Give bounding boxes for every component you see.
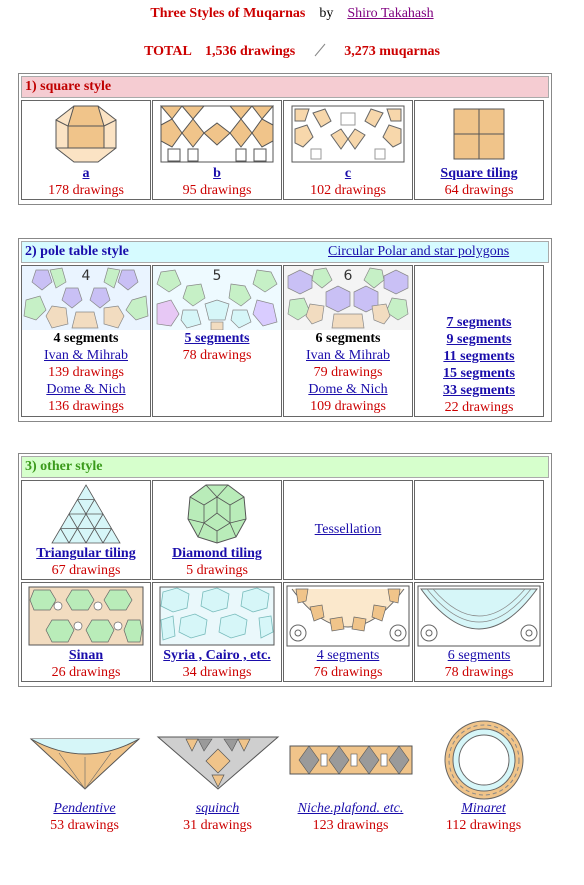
page-title: Three Styles of Muqarnas: [150, 6, 306, 21]
other-6-segments-count: 78 drawings: [444, 665, 514, 680]
other-6-segments-link[interactable]: 6 segments: [447, 648, 511, 663]
pole-5-thumbnail[interactable]: [153, 266, 281, 330]
pole-table-heading-bar: [21, 241, 549, 263]
link-7-segments[interactable]: 7 segments: [446, 315, 512, 330]
other-4-segments-thumbnail[interactable]: [284, 585, 412, 647]
pendentive-count: 53 drawings: [50, 818, 119, 833]
pole-cell-4: [21, 265, 151, 417]
syria-count: 34 drawings: [182, 665, 252, 680]
niche-thumbnail[interactable]: [284, 720, 417, 800]
link-c[interactable]: c: [344, 166, 352, 181]
pole-6-dome-link[interactable]: Dome & Nich: [308, 382, 388, 397]
pendentive-link[interactable]: Pendentive: [53, 801, 116, 816]
pole-6-number: 6: [343, 268, 353, 284]
page-title-line: [0, 6, 584, 22]
square-a-thumbnail[interactable]: [22, 103, 150, 165]
square-tiling-thumbnail[interactable]: [415, 103, 543, 165]
pole-4-ivan-count: 139 drawings: [48, 365, 124, 380]
total-label: TOTAL: [144, 44, 192, 59]
other-style-heading: 3) other style: [21, 456, 549, 478]
pole-table-heading: 2) pole table style: [25, 244, 129, 259]
sinan-link[interactable]: Sinan: [68, 648, 104, 663]
diamond-tiling-link[interactable]: Diamond tiling: [172, 546, 262, 561]
square-c-thumbnail[interactable]: [284, 103, 412, 165]
other-4-segments-link[interactable]: 4 segments: [316, 648, 380, 663]
triangular-count: 67 drawings: [51, 563, 121, 578]
pole-4-number: 4: [81, 268, 91, 284]
link-b[interactable]: b: [213, 166, 221, 181]
square-style-heading: 1) square style: [21, 76, 549, 98]
pole-6-dome-count: 109 drawings: [310, 399, 386, 414]
squinch-link[interactable]: squinch: [195, 801, 240, 816]
square-style-section: [18, 73, 552, 205]
syria-thumbnail[interactable]: [153, 585, 281, 647]
tessellation-cell: [283, 480, 413, 580]
sinan-thumbnail[interactable]: [22, 585, 150, 647]
square-cell-tiling: [414, 100, 544, 200]
other-6-segments-thumbnail[interactable]: [415, 585, 543, 647]
link-15-segments[interactable]: 15 segments: [443, 366, 515, 381]
pole-4-title: 4 segments: [53, 331, 119, 346]
circular-polar-link[interactable]: Circular Polar and star polygons: [328, 244, 510, 259]
bottom-row: [18, 720, 550, 834]
tessellation-link[interactable]: Tessellation: [314, 522, 382, 537]
link-square-tiling[interactable]: Square tiling: [440, 166, 518, 181]
multi-segments-count: 22 drawings: [444, 400, 514, 415]
pole-6-title: 6 segments: [315, 331, 381, 346]
count-a: 178 drawings: [48, 183, 124, 198]
pole-cell-5: [152, 265, 282, 417]
squinch-thumbnail[interactable]: [151, 720, 284, 800]
count-c: 102 drawings: [310, 183, 386, 198]
pole-4-dome-count: 136 drawings: [48, 399, 124, 414]
pole-6-thumbnail[interactable]: [284, 266, 412, 330]
square-b-thumbnail[interactable]: [153, 103, 281, 165]
pole-4-dome-link[interactable]: Dome & Nich: [46, 382, 126, 397]
empty-cell: [414, 480, 544, 580]
other-style-section: [18, 453, 552, 687]
square-cell-b: [152, 100, 282, 200]
minaret-thumbnail[interactable]: [417, 720, 550, 800]
pole-cell-6: [283, 265, 413, 417]
pole-table-section: [18, 238, 552, 422]
other-6-segments-cell: [414, 582, 544, 682]
total-drawings: 1,536 drawings: [205, 44, 296, 59]
diamond-cell: [152, 480, 282, 580]
total-muqarnas: 3,273 muqarnas: [344, 44, 440, 59]
syria-cairo-link[interactable]: Syria , Cairo , etc.: [163, 648, 271, 663]
pole-6-ivan-link[interactable]: Ivan & Mihrab: [306, 348, 390, 363]
pendentive-thumbnail[interactable]: [18, 720, 151, 800]
niche-cell: [284, 720, 417, 834]
squinch-count: 31 drawings: [183, 818, 252, 833]
author-link[interactable]: Shiro Takahash: [347, 6, 434, 21]
other-4-segments-count: 76 drawings: [313, 665, 383, 680]
triangular-tiling-link[interactable]: Triangular tiling: [36, 546, 136, 561]
count-square-tiling: 64 drawings: [444, 183, 514, 198]
link-33-segments[interactable]: 33 segments: [443, 383, 515, 398]
minaret-cell: [417, 720, 550, 834]
slash-divider: [313, 43, 327, 57]
pole-5-link[interactable]: 5 segments: [184, 331, 250, 346]
square-cell-c: [283, 100, 413, 200]
niche-count: 123 drawings: [312, 818, 389, 833]
pole-4-thumbnail[interactable]: [22, 266, 150, 330]
link-a[interactable]: a: [82, 166, 90, 181]
diamond-count: 5 drawings: [186, 563, 248, 578]
minaret-link[interactable]: Minaret: [461, 801, 506, 816]
sinan-cell: [21, 582, 151, 682]
triangular-cell: [21, 480, 151, 580]
count-b: 95 drawings: [182, 183, 252, 198]
diamond-thumbnail[interactable]: [153, 483, 281, 545]
pole-4-ivan-link[interactable]: Ivan & Mihrab: [44, 348, 128, 363]
by-text: by: [319, 6, 334, 21]
pole-5-number: 5: [212, 268, 222, 284]
other-4-segments-cell: [283, 582, 413, 682]
sinan-count: 26 drawings: [51, 665, 121, 680]
squinch-cell: [151, 720, 284, 834]
pole-6-ivan-count: 79 drawings: [313, 365, 383, 380]
square-cell-a: [21, 100, 151, 200]
minaret-count: 112 drawings: [445, 818, 522, 833]
pole-5-count: 78 drawings: [182, 348, 252, 363]
triangular-thumbnail[interactable]: [22, 483, 150, 545]
total-line: [0, 41, 584, 60]
pole-cell-multi: [414, 265, 544, 417]
syria-cell: [152, 582, 282, 682]
link-9-segments[interactable]: 9 segments: [446, 332, 512, 347]
niche-plafond-link[interactable]: Niche.plafond. etc.: [297, 801, 404, 816]
pendentive-cell: [18, 720, 151, 834]
link-11-segments[interactable]: 11 segments: [443, 349, 515, 364]
